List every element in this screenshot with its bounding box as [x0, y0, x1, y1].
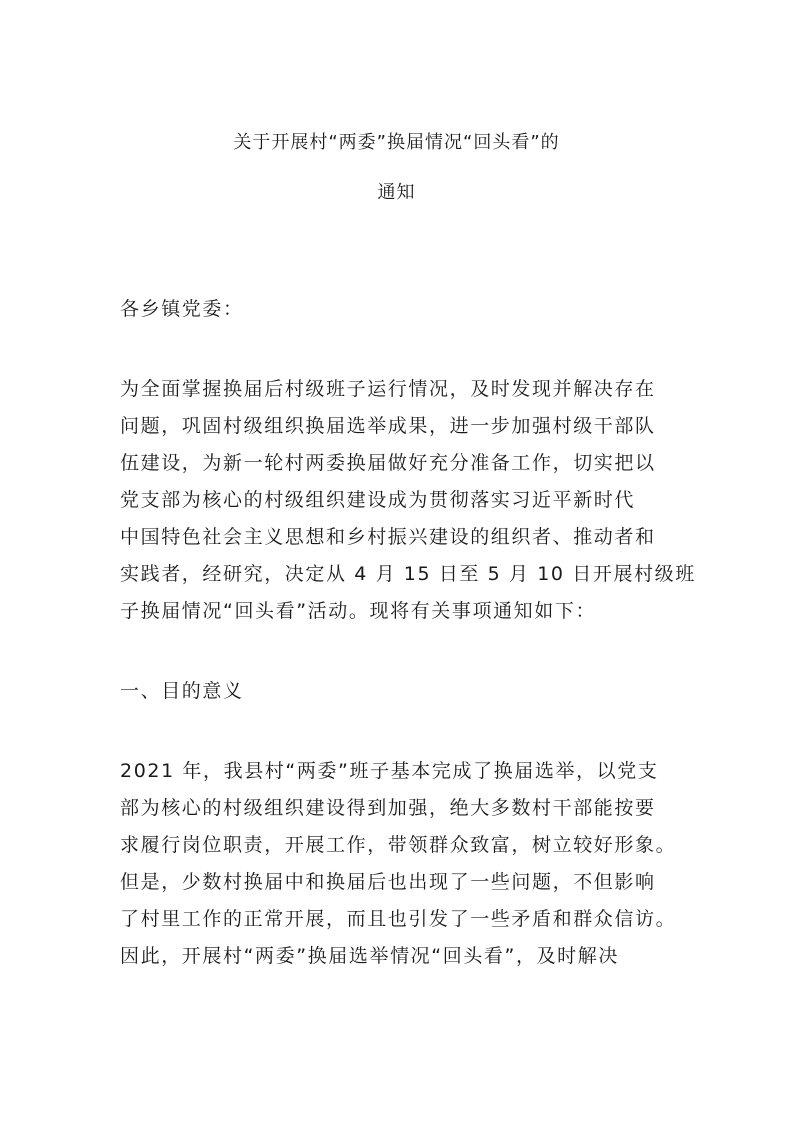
section-heading: 一、目的意义 — [120, 680, 244, 702]
salutation: 各乡镇党委： — [120, 298, 244, 320]
paragraph1-line: 党支部为核心的村级组织建设成为贯彻落实习近平新时代 — [120, 489, 636, 511]
paragraph1-line: 伍建设，为新一轮村两委换届做好充分准备工作，切实把以 — [120, 452, 656, 474]
paragraph1-line: 中国特色社会主义思想和乡村振兴建设的组织者、推动者和 — [120, 526, 656, 548]
paragraph2-line: 但是，少数村换届中和换届后也出现了一些问题，不但影响 — [120, 871, 656, 893]
paragraph2-line: 2021 年，我县村“两委”班子基本完成了换届选举，以党支 — [120, 760, 659, 782]
paragraph1-line: 为全面掌握换届后村级班子运行情况，及时发现并解决存在 — [120, 378, 656, 400]
paragraph1-line: 实践者，经研究，决定从 4 月 15 日至 5 月 10 日开展村级班 — [120, 563, 696, 585]
paragraph2-line: 求履行岗位职责，开展工作，带领群众致富，树立较好形象。 — [120, 834, 677, 856]
document-title-line-1: 关于开展村“两委”换届情况“回头看”的 — [233, 132, 560, 153]
document-title-line-2: 通知 — [377, 182, 416, 203]
paragraph2-line: 了村里工作的正常开展，而且也引发了一些矛盾和群众信访。 — [120, 908, 677, 930]
paragraph1-line: 问题，巩固村级组织换届选举成果，进一步加强村级干部队 — [120, 415, 656, 437]
paragraph2-line: 部为核心的村级组织建设得到加强，绝大多数村干部能按要 — [120, 797, 656, 819]
paragraph1-line: 子换届情况“回头看”活动。现将有关事项通知如下： — [120, 600, 597, 622]
paragraph2-line: 因此，开展村“两委”换届选举情况“回头看”，及时解决 — [120, 945, 619, 967]
